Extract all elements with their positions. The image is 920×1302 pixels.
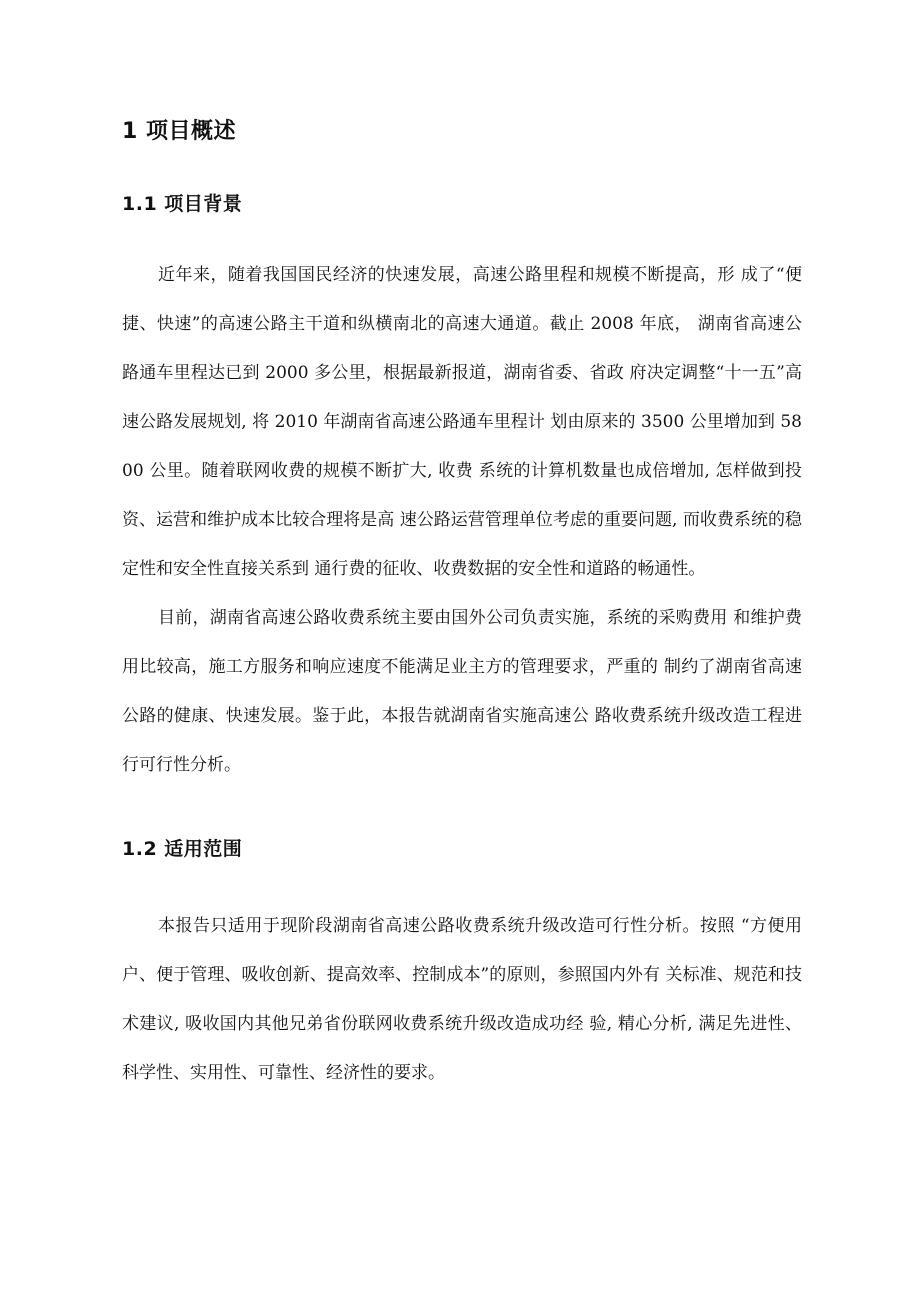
document-body: [122, 112, 802, 1098]
paragraph-background-1: 近年来，随着我国国民经济的快速发展，高速公路里程和规模不断提高，形 成了“便捷、快速”的高速公路主干道和纵横南北的高速大通道。截止 2008 年底， 湖南省高速公路通车里程达已到 2000 多公里，根据最新报道，湖南省委、省政 府决定调整“十一五”高速公路发展规划, 将 2010 年湖南省高速公路通车里程计 划由原来的 3500 公里增加到 5800 公里。随着联网收费的规模不断扩大, 收费 系统的计算机数量也成倍增加, 怎样做到投资、运营和维护成本比较合理将是高 速公路运营管理单位考虑的重要问题, 而收费系统的稳定性和安全性直接关系到 通行费的征收、收费数据的安全性和道路的畅通性。: [122, 265, 802, 579]
paragraph-background-2: 目前，湖南省高速公路收费系统主要由国外公司负责实施，系统的采购费用 和维护费用比较高，施工方服务和响应速度不能满足业主方的管理要求，严重的 制约了湖南省高速公路的健康、快速发展。鉴于此，本报告就湖南省实施高速公 路收费系统升级改造工程进行可行性分析。: [122, 608, 802, 775]
chapter-heading: 1 项目概述: [122, 119, 236, 144]
paragraph-scope-1: 本报告只适用于现阶段湖南省高速公路收费系统升级改造可行性分析。按照 “方便用户、便于管理、吸收创新、提高效率、控制成本”的原则，参照国内外有 关标准、规范和技术建议, 吸收国内其他兄弟省份联网收费系统升级改造成功经 验, 精心分析, 满足先进性、科学性、实用性、可靠性、经济性的要求。: [122, 916, 802, 1083]
section-heading-scope: 1.2 适用范围: [122, 838, 243, 860]
section-heading-background: 1.1 项目背景: [122, 193, 243, 215]
